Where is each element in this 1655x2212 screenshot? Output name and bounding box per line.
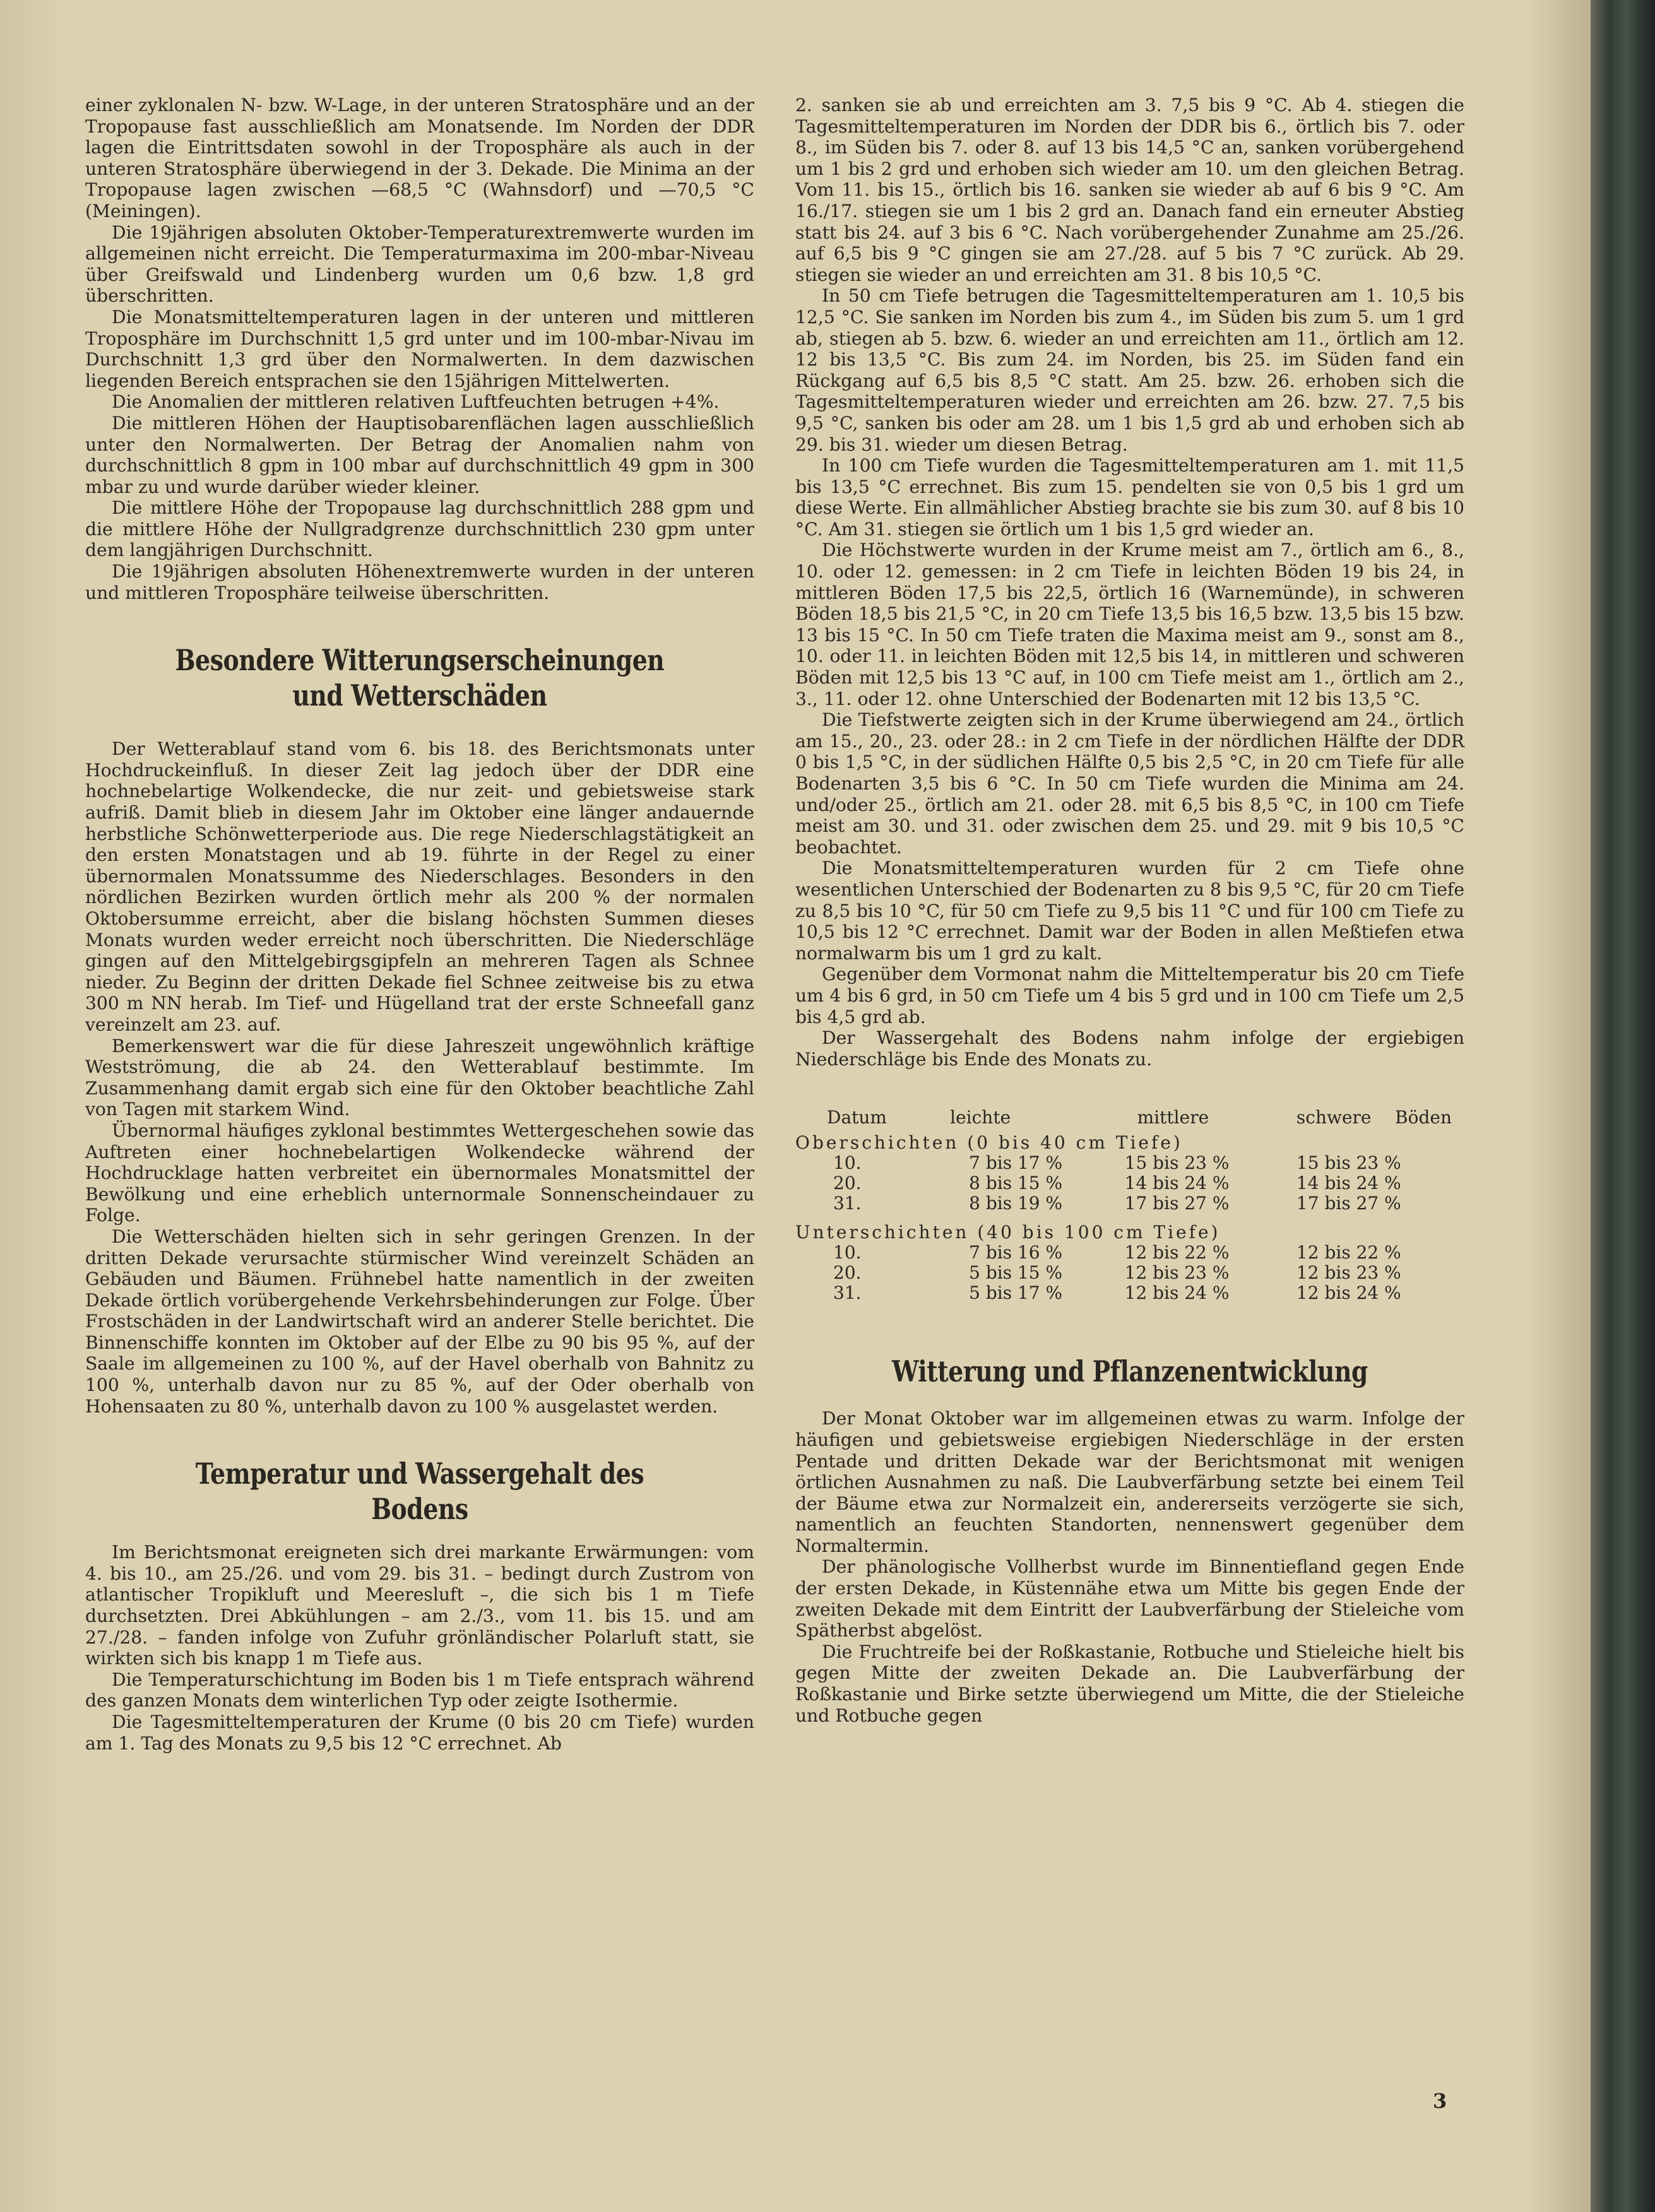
table-cell: 8 bis 19 % xyxy=(969,1193,1063,1214)
section-heading xyxy=(145,642,694,713)
table-row xyxy=(795,1243,1452,1263)
table-cell: 31. xyxy=(833,1193,862,1214)
table-cell: 12 bis 22 % xyxy=(1296,1242,1401,1263)
paragraph: Die Monatsmitteltemperaturen wurden für 2 cm Tiefe ohne wesentlichen Unterschied der Bodenarten zu 8 bis 9,5 °C, für 20 cm Tiefe zu 8,5 bis 10 °C, für 50 cm Tiefe zu 9,5 bis 11 °C und für 100 cm Tiefe zu 10,5 bis 12 °C errechnet. Damit war der Boden in allen Meßtiefen etwa normalwarm bis um 1 grd zu kalt. xyxy=(795,858,1464,964)
paragraph: Der Wassergehalt des Bodens nahm infolge der ergiebigen Niederschläge bis Ende des Monats zu. xyxy=(795,1027,1464,1070)
table-cell: 5 bis 17 % xyxy=(969,1282,1063,1304)
table-header-row xyxy=(795,1108,1452,1128)
right-column xyxy=(795,95,1464,1726)
section-heading: Witterung und Pflanzenentwicklung xyxy=(892,1354,1368,1389)
table-header: mittlere xyxy=(1137,1107,1209,1128)
section-heading-line: und Wetterschäden xyxy=(292,678,547,713)
table-cell: 12 bis 22 % xyxy=(1124,1242,1230,1263)
paragraph: Die Fruchtreife bei der Roßkastanie, Rotbuche und Stieleiche hielt bis gegen Mitte der zweiten Dekade an. Die Laubverfärbung der Roßkastanie und Birke setzte überwiegend um Mitte, die der Stieleiche und Rotbuche gegen xyxy=(795,1641,1464,1726)
table-cell: 12 bis 23 % xyxy=(1124,1262,1230,1284)
table-cell: 5 bis 15 % xyxy=(969,1262,1063,1284)
section-heading: Temperatur und Wassergehalt des Bodens xyxy=(195,1457,644,1527)
table-cell: 12 bis 24 % xyxy=(1124,1282,1230,1304)
table-cell: 7 bis 17 % xyxy=(969,1152,1063,1174)
table-cell: 10. xyxy=(833,1242,862,1263)
table-cell: 17 bis 27 % xyxy=(1124,1193,1230,1214)
paragraph: Die Tagesmitteltemperaturen der Krume (0 bis 20 cm Tiefe) wurden am 1. Tag des Monats zu 9,5 bis 12 °C errechnet. Ab xyxy=(85,1712,754,1754)
table-row xyxy=(795,1153,1452,1173)
table-group-label: Oberschichten (0 bis 40 cm Tiefe) xyxy=(795,1132,1183,1154)
paragraph: Der Monat Oktober war im allgemeinen etwas zu warm. Infolge der häufigen und gebietsweise ergiebigen Niederschläge in der ersten Pentade und dritten Dekade war der Berichtsmonat mit wenigen örtlichen Ausnahmen zu naß. Die Laubverfärbung setzte bei einem Teil der Bäume etwa zur Normalzeit ein, andererseits verzögerte sie sich, namentlich an feuchten Standorten, nennenswert gegenüber dem Normaltermin. xyxy=(795,1408,1464,1556)
book-binding-edge xyxy=(1591,0,1655,2212)
table-cell: 14 bis 24 % xyxy=(1124,1173,1230,1194)
table-row xyxy=(795,1173,1452,1193)
paragraph: Im Berichtsmonat ereigneten sich drei markante Erwärmungen: vom 4. bis 10., am 25./26. und vom 29. bis 31. – bedingt durch Zustrom von atlantischer Tropikluft und Meeresluft –, die sich bis 1 m Tiefe durchsetzten. Drei Abkühlungen – am 2./3., vom 11. bis 15. und am 27./28. – fanden infolge von Zufuhr grönländischer Polarluft statt, sie wirkten sich bis knapp 1 m Tiefe aus. xyxy=(85,1542,754,1669)
table-group-row xyxy=(795,1128,1452,1153)
paragraph: Der phänologische Vollherbst wurde im Binnentiefland gegen Ende der ersten Dekade, in Küstennähe etwa um Mitte bis gegen Ende der zweiten Dekade mit dem Eintritt der Laubverfärbung der Stieleiche vom Spätherbst abgelöst. xyxy=(795,1556,1464,1641)
table-group-label: Unterschichten (40 bis 100 cm Tiefe) xyxy=(795,1222,1221,1243)
table-cell: 10. xyxy=(833,1152,862,1174)
paragraph: Übernormal häufiges zyklonal bestimmtes Wettergeschehen sowie das Auftreten einer hochnebelartigen Wolkendecke während der Hochdrucklage hatten verbreitet ein übernormales Monatsmittel der Bewölkung und eine erheblich unternormale Sonnenscheindauer zu Folge. xyxy=(85,1120,754,1226)
table-cell: 14 bis 24 % xyxy=(1296,1173,1401,1194)
table-cell: 8 bis 15 % xyxy=(969,1173,1063,1194)
paragraph: Gegenüber dem Vormonat nahm die Mitteltemperatur bis 20 cm Tiefe um 4 bis 6 grd, in 50 cm Tiefe um 4 bis 5 grd und in 100 cm Tiefe um 2,5 bis 4,5 grd ab. xyxy=(795,964,1464,1027)
table-header: Datum xyxy=(827,1107,887,1128)
table-row xyxy=(795,1263,1452,1283)
table-header: leichte xyxy=(950,1107,1011,1128)
table-cell: 31. xyxy=(833,1282,862,1304)
paragraph: In 50 cm Tiefe betrugen die Tagesmitteltemperaturen am 1. 10,5 bis 12,5 °C. Sie sanken im Norden bis zum 4., im Süden bis zum 5. um 1 grd ab, stiegen ab 5. bzw. 6. wieder an und erreichten am 11., örtlich am 12. 12 bis 13,5 °C. Bis zum 24. im Norden, bis 25. im Süden fand ein Rückgang auf 6,5 bis 8,5 °C statt. Am 25. bzw. 26. erhoben sich die Tagesmitteltemperaturen wieder und erreichten am 26. bzw. 27. 7,5 bis 9,5 °C, sanken bis oder am 28. um 1 bis 1,5 grd ab und erhoben sich ab 29. bis 31. wieder um diesen Betrag. xyxy=(795,285,1464,455)
left-column xyxy=(85,95,754,1754)
paragraph: Die Monatsmitteltemperaturen lagen in der unteren und mittleren Troposphäre im Durchschnitt 1,5 grd unter und im 100-mbar-Nivau im Durchschnitt 1,3 grd über den Normalwerten. In dem dazwischen liegenden Bereich entsprachen sie den 15jährigen Mittelwerten. xyxy=(85,306,754,391)
soil-water-table xyxy=(795,1108,1452,1303)
section-heading-line: Besondere Witterungserscheinungen xyxy=(175,643,665,678)
table-row xyxy=(795,1193,1452,1214)
paragraph: In 100 cm Tiefe wurden die Tagesmitteltemperaturen am 1. mit 11,5 bis 13,5 °C errechnet. Bis zum 15. pendelten sie von 0,5 bis 1 grd um diese Werte. Ein allmählicher Abstieg brachte sie bis zum 30. auf 8 bis 10 °C. Am 31. stiegen sie örtlich um 1 bis 1,5 grd wieder an. xyxy=(795,455,1464,540)
paragraph: Die mittleren Höhen der Hauptisobarenflächen lagen ausschließlich unter den Normalwerten. Der Betrag der Anomalien nahm von durchschnittlich 8 gpm in 100 mbar auf durchschnittlich 49 gpm in 300 mbar zu und wurde darüber wieder kleiner. xyxy=(85,412,754,497)
paragraph: einer zyklonalen N- bzw. W-Lage, in der unteren Stratosphäre und an der Tropopause fast ausschließlich am Monatsende. Im Norden der DDR lagen die Eintrittsdaten sowohl in der Troposphäre als auch in der unteren Stratosphäre überwiegend in der 3. Dekade. Die Minima an der Tropopause lagen zwischen —68,5 °C (Wahnsdorf) und —70,5 °C (Meiningen). xyxy=(85,95,754,222)
paragraph: Die mittlere Höhe der Tropopause lag durchschnittlich 288 gpm und die mittlere Höhe der Nullgradgrenze durchschnittlich 230 gpm unter dem langjährigen Durchschnitt. xyxy=(85,497,754,561)
table-cell: 15 bis 23 % xyxy=(1124,1152,1230,1174)
paragraph: Die 19jährigen absoluten Oktober-Temperaturextremwerte wurden im allgemeinen nicht erreicht. Die Temperaturmaxima im 200-mbar-Niveau über Greifswald und Lindenberg wurden um 0,6 bzw. 1,8 grd überschritten. xyxy=(85,222,754,307)
page-number: 3 xyxy=(1433,2089,1447,2113)
table-cell: 7 bis 16 % xyxy=(969,1242,1063,1263)
paragraph: Die Höchstwerte wurden in der Krume meist am 7., örtlich am 6., 8., 10. oder 12. gemessen: in 2 cm Tiefe in leichten Böden 19 bis 24, in mittleren Böden 17,5 bis 22,5, örtlich 16 (Warnemünde), in schweren Böden 18,5 bis 21,5 °C, in 20 cm Tiefe 13,5 bis 16,5 bzw. 13,5 bis 15 bzw. 13 bis 15 °C. In 50 cm Tiefe traten die Maxima meist am 9., sonst am 8., 10. oder 11. in leichten Böden mit 12,5 bis 14, in mittleren und schweren Böden mit 12,5 bis 13 °C auf, in 100 cm Tiefe meist am 1., örtlich am 2., 3., 11. oder 12. ohne Unterschied der Bodenarten mit 12 bis 13,5 °C. xyxy=(795,540,1464,709)
paragraph: Bemerkenswert war die für diese Jahreszeit ungewöhnlich kräftige Westströmung, die ab 24. den Wetterablauf bestimmte. Im Zusammenhang damit ergab sich eine für den Oktober beachtliche Zahl von Tagen mit starkem Wind. xyxy=(85,1035,754,1120)
table-group-row xyxy=(795,1214,1452,1243)
table-cell: 12 bis 24 % xyxy=(1296,1282,1401,1304)
paragraph: Die Tiefstwerte zeigten sich in der Krume überwiegend am 24., örtlich am 15., 20., 23. oder 28.: in 2 cm Tiefe in der nördlichen Hälfte der DDR 0 bis 1,5 °C, in der südlichen Hälfte 0,5 bis 2,5 °C, in 20 cm Tiefe für alle Bodenarten 3,5 bis 6 °C. In 50 cm Tiefe wurden die Minima am 24. und/oder 25., örtlich am 21. oder 28. mit 6,5 bis 8,5 °C, in 100 cm Tiefe meist am 30. und 31. oder zwischen dem 25. und 29. mit 9 bis 10,5 °C beobachtet. xyxy=(795,709,1464,858)
paragraph: Die 19jährigen absoluten Höhenextremwerte wurden in der unteren und mittleren Troposphäre teilweise überschritten. xyxy=(85,561,754,603)
paragraph: Die Wetterschäden hielten sich in sehr geringen Grenzen. In der dritten Dekade verursachte stürmischer Wind vereinzelt Schäden an Gebäuden und Bäumen. Frühnebel hatte namentlich in der zweiten Dekade örtlich vorübergehende Verkehrsbehinderungen zur Folge. Über Frostschäden in der Landwirtschaft wird an anderer Stelle berichtet. Die Binnenschiffe konnten im Oktober auf der Elbe zu 90 bis 95 %, auf der Saale im allgemeinen zu 100 %, auf der Havel oberhalb von Bahnitz zu 100 %, unterhalb davon nur zu 85 %, auf der Oder oberhalb von Hohensaaten zu 80 %, unterhalb davon zu 100 % ausgelastet werden. xyxy=(85,1226,754,1417)
paragraph: 2. sanken sie ab und erreichten am 3. 7,5 bis 9 °C. Ab 4. stiegen die Tagesmitteltemperaturen im Norden der DDR bis 6., örtlich bis 7. oder 8., im Süden bis 7. oder 8. auf 13 bis 14,5 °C an, sanken vorübergehend um 1 bis 2 grd und erhoben sich wieder am 10. um den gleichen Betrag. Vom 11. bis 15., örtlich bis 16. sanken sie wieder ab auf 6 bis 9 °C. Am 16./17. stiegen sie um 1 bis 2 grd an. Danach fand ein erneuter Abstieg statt bis 24. auf 3 bis 6 °C. Nach vorübergehender Zunahme am 25./26. auf 6,5 bis 9 °C gingen sie am 27./28. auf 5 bis 7 °C zurück. Ab 29. stiegen sie wieder an und erreichten am 31. 8 bis 10,5 °C. xyxy=(795,95,1464,285)
table-cell: 15 bis 23 % xyxy=(1296,1152,1401,1174)
table-cell: 20. xyxy=(833,1262,862,1284)
paragraph: Die Anomalien der mittleren relativen Luftfeuchten betrugen +4%. xyxy=(112,391,720,413)
table-cell: 17 bis 27 % xyxy=(1296,1193,1401,1214)
table-cell: 20. xyxy=(833,1173,862,1194)
table-row xyxy=(795,1283,1452,1303)
table-header: schwere xyxy=(1296,1107,1372,1128)
table-cell: 12 bis 23 % xyxy=(1296,1262,1401,1284)
paragraph: Der Wetterablauf stand vom 6. bis 18. des Berichtsmonats unter Hochdruckeinfluß. In dieser Zeit lag jedoch über der DDR eine hochnebelartige Wolkendecke, die nur zeit- und gebietsweise stark aufriß. Damit blieb in diesem Jahr im Oktober eine länger andauernde herbstliche Schönwetterperiode aus. Die rege Niederschlagstätigkeit an den ersten Monatstagen und ab 19. führte in der Regel zu einer übernormalen Monatssumme des Niederschlages. Besonders in den nördlichen Bezirken wurden örtlich mehr als 200 % der normalen Oktobersumme erreicht, aber die bislang höchsten Summen dieses Monats wurden weder erreicht noch überschritten. Die Niederschläge gingen auf den Mittelgebirgsgipfeln an mehreren Tagen als Schnee nieder. Zu Beginn der dritten Dekade fiel Schnee zeitweise bis zu etwa 300 m NN herab. Im Tief- und Hügelland trat der erste Schneefall ganz vereinzelt am 23. auf. xyxy=(85,738,754,1035)
table-header: Böden xyxy=(1395,1107,1452,1128)
paragraph: Die Temperaturschichtung im Boden bis 1 m Tiefe entsprach während des ganzen Monats dem winterlichen Typ oder zeigte Isothermie. xyxy=(85,1669,754,1712)
